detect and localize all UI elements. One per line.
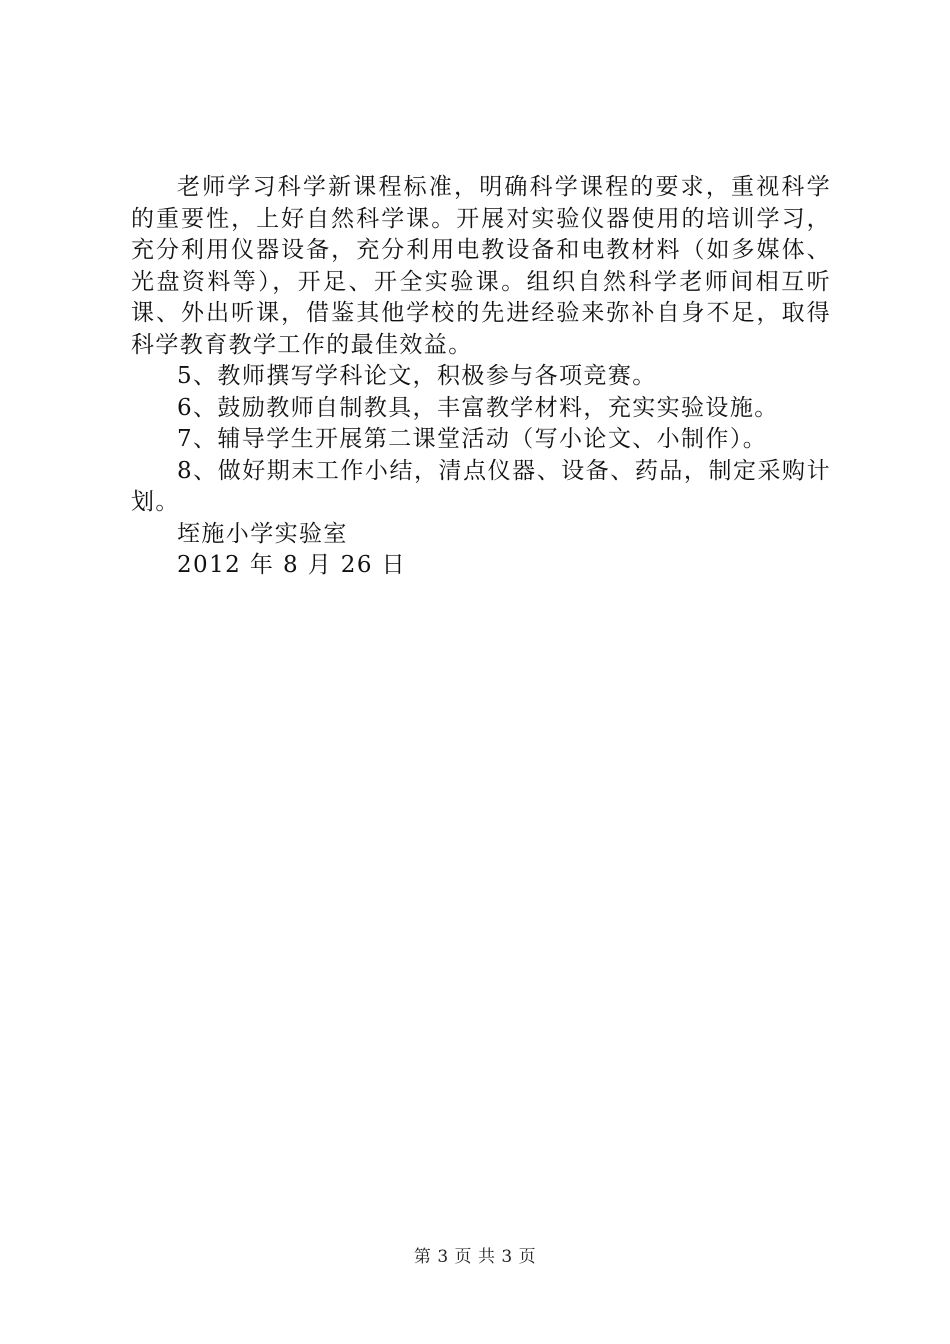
paragraph-item-5: 5、教师撰写学科论文，积极参与各项竞赛。: [177, 363, 657, 389]
paragraph-item-8: 8、做好期末工作小结，清点仪器、设备、药品，制定采购计划。: [131, 457, 831, 515]
paragraph-item-7: 7、辅导学生开展第二课堂活动（写小论文、小制作）。: [177, 426, 768, 452]
document-body: [131, 172, 831, 582]
paragraph-intro: 老师学习科学新课程标准，明确科学课程的要求，重视科学的重要性，上好自然科学课。开展对实验仪器使用的培训学习，充分利用仪器设备，充分利用电教设备和电教材料（如多媒体、光盘资料等），开足、开全实验课。组织自然科学老师间相互听课、外出听课，借鉴其他学校的先进经验来弥补自身不足，取得科学教育教学工作的最佳效益。: [131, 174, 831, 358]
signature-organization: 垤施小学实验室: [177, 520, 348, 547]
signature-date: 2012 年 8 月 26 日: [177, 552, 406, 578]
paragraph-item-6: 6、鼓励教师自制教具，丰富教学材料，充实实验设施。: [177, 394, 779, 421]
page-footer: 第 3 页 共 3 页: [413, 1247, 537, 1267]
